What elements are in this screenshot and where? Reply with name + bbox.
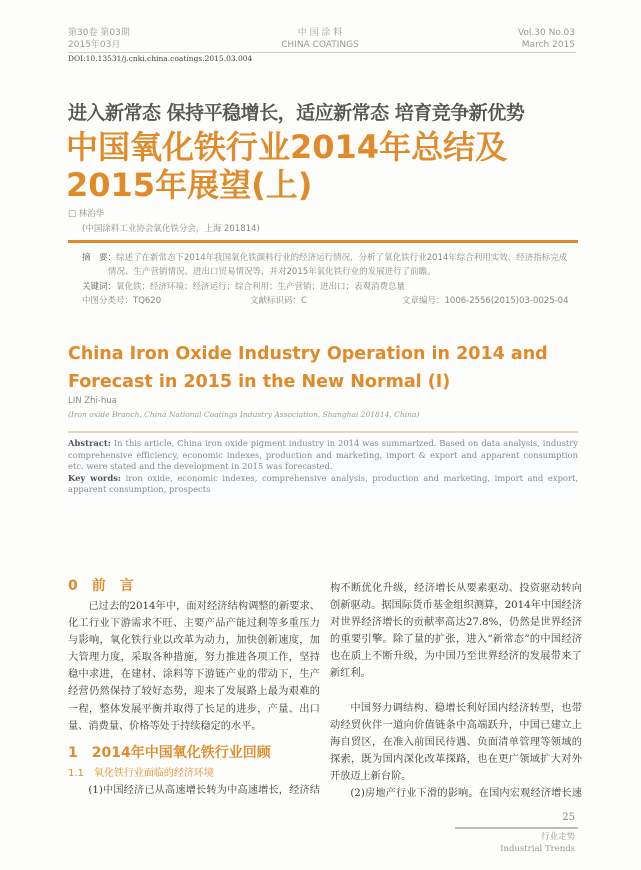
volume-cn: 第30卷 第03期: [68, 28, 130, 38]
journal-name-cn: 中 国 涂 料: [297, 28, 343, 38]
paragraph: 中国努力调结构、稳增长利好国内经济转型，也带动经贸伙伴一道向价值链条中高端跃升，中国已建立上海自贸区，在准入前国民待遇、负面清单管理等领域的探索，既为国内深化改革探路，也在更广领域扩大对外开放迈上新台阶。: [330, 702, 582, 783]
section-heading: 0 前 言: [68, 578, 134, 594]
column-name: [500, 831, 575, 855]
paragraph: 已过去的2014年中，面对经济结构调整的新要求、化工行业下游需求不旺、主要产品产能过剩等多重压力与影响，氧化铁行业以改革为动力，加快创新速度，加大管理力度，采取各种措施，努力推进各项工作，坚持稳中求进，在建材、涂料等下游链产业的带动下，生产经营仍然保持了较好态势，迎来了发展路上最为艰难的一程，整体发展平衡并取得了长足的进步，产量、出口量、消费量、价格等处于持续稳定的水平。: [68, 601, 320, 732]
doi: DOI:10.13531/j.cnki.china.coatings.2015.03.004: [68, 54, 253, 63]
issue-info: [68, 27, 130, 51]
english-abstract-box: [68, 431, 578, 503]
title-line-1: 中国氧化铁行业2014年总结及: [66, 128, 508, 166]
header-divider: [68, 52, 576, 53]
abstract-text-en: In this article, China iron oxide pigment industry in 2014 was summarized. Based on data analysis, industry comprehensive efficiency, economic indexes, production and marketing, import & export and apparent consumption etc. were stated and the development in 2015 was forecasted.: [68, 438, 578, 472]
section-heading: 1 2014年中国氧化铁行业回顾: [68, 744, 271, 761]
document-code: 文献标识码：C: [250, 296, 307, 306]
kicker-title: 进入新常态 保持平稳增长，适应新常态 培育竞争新优势: [68, 102, 525, 124]
affiliation-cn: (中国涂料工业协会氧化铁分会，上海 201814): [82, 224, 260, 234]
keywords-label-en: Key words:: [68, 472, 122, 483]
english-abstract: [68, 438, 578, 473]
author-en: LIN Zhi-hua: [68, 396, 117, 406]
cn-abstract: [82, 251, 572, 279]
title-divider: [68, 240, 578, 243]
column-name-en: Industrial Trends: [500, 844, 575, 854]
issue-info-en: [518, 27, 575, 51]
subsection-heading: 1.1 氧化铁行业面临的经济环境: [68, 767, 214, 779]
volume-en: Vol.30 No.03: [517, 28, 575, 38]
paragraph-continued: 构不断优化升级，经济增长从要素驱动、投资驱动转向创新驱动。据国际货币基金组织测算，2014年中国经济对世界经济增长的贡献率高达27.8%，仍然是世界经济的重要引擎。除了量的扩张，进入“新常态”的中国经济也在质上不断升级，为中国乃至世界经济的发展带来了新红利。: [330, 583, 582, 680]
cn-keywords: [82, 280, 405, 294]
paragraph: (1)中国经济已从高速增长转为中高速增长，经济结: [88, 784, 320, 796]
column-name-cn: 行业走势: [540, 832, 575, 842]
paragraph: (2)房地产行业下滑的影响。在国内宏观经济增长速: [350, 788, 582, 800]
page-title: [66, 128, 507, 204]
author-cn: □ 林治华: [68, 209, 105, 219]
page-number: 25: [562, 812, 575, 823]
affiliation-en: (Iron oxide Branch, China National Coatings Industry Association, Shanghai 201814, China): [68, 410, 420, 419]
english-title: China Iron Oxide Industry Operation in 2014 and Forecast in 2015 in the New Normal (I): [68, 344, 548, 392]
english-keywords: [68, 473, 578, 496]
keywords-text-cn: 氧化铁；经济环境；经济运行；综合利用；生产营销；进出口；表观消费总量: [116, 282, 406, 292]
body-left-column: [68, 574, 320, 799]
journal-name: [260, 27, 380, 51]
footer-divider: [455, 827, 578, 829]
clc-number: 中图分类号：TQ620: [82, 296, 162, 306]
journal-name-en: CHINA COATINGS: [281, 40, 359, 50]
keywords-label-cn: 关键词：: [82, 282, 117, 292]
abstract-label-en: Abstract:: [68, 438, 111, 448]
body-right-column: [330, 580, 582, 802]
keywords-text-en: iron oxide, economic indexes, comprehensive analysis, production and marketing, import and export, apparent consumption, prospects: [68, 472, 578, 495]
abstract-text-cn: 综述了在新常态下2014年我国氧化铁颜料行业的经济运行情况，分析了氧化铁行业2014年综合利用实效、经济指标完成情况、生产营销情况、进出口贸易情况等，并对2015年氧化铁行业的发展进行了前瞻。: [108, 253, 568, 277]
title-line-2: 2015年展望(上): [66, 166, 313, 204]
article-number: 文章编号：1006-2556(2015)03-0025-04: [402, 296, 569, 306]
abstract-label-cn: 摘 要：: [82, 253, 117, 263]
date-cn: 2015年03月: [68, 40, 121, 50]
date-en: March 2015: [521, 40, 575, 50]
